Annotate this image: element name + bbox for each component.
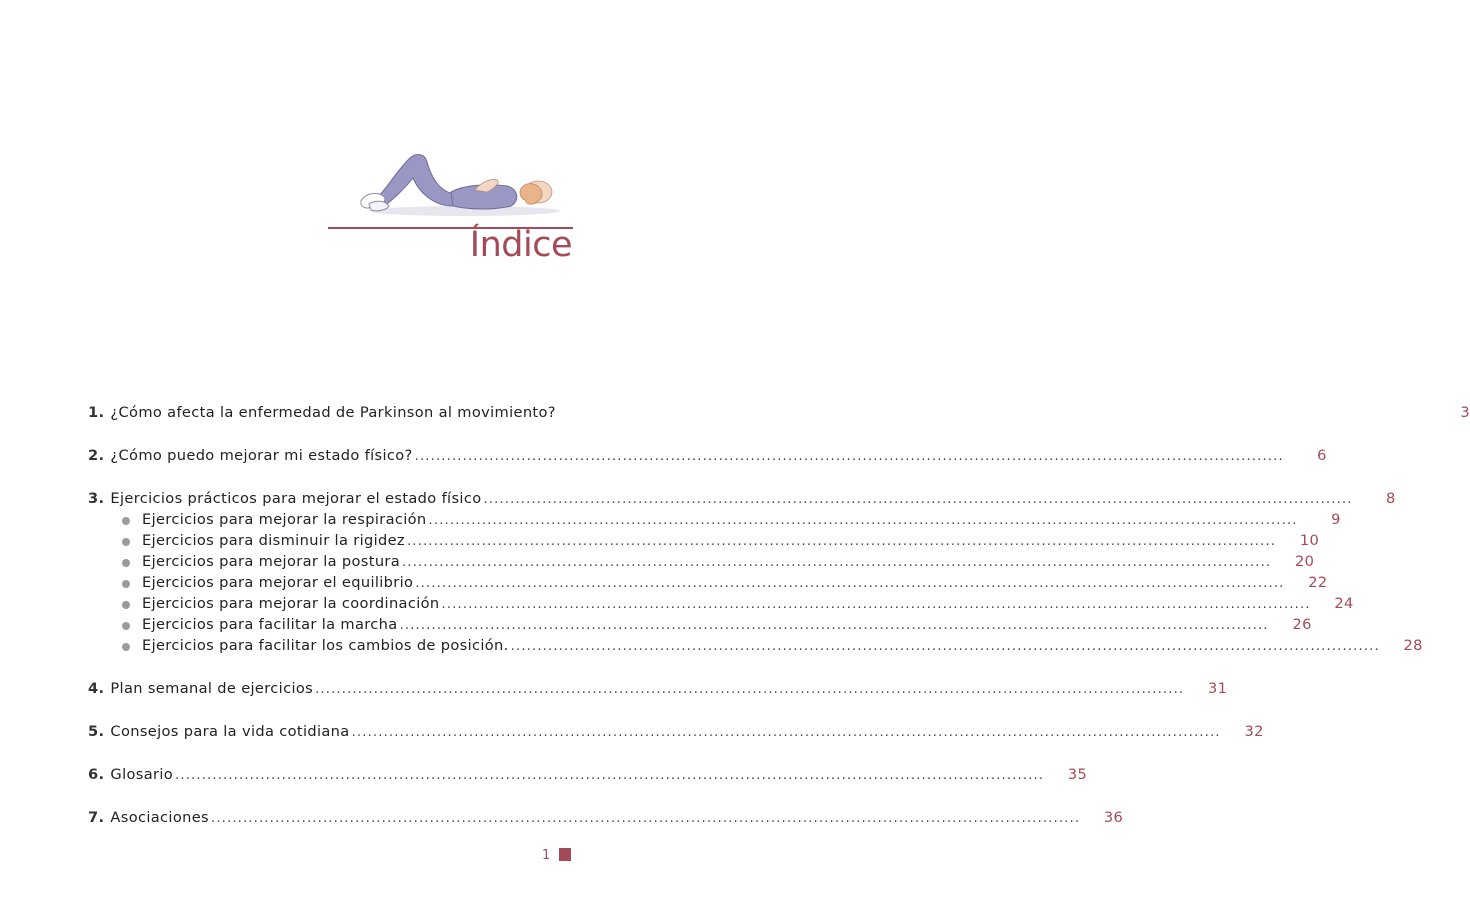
toc-subentry-page: 22 <box>1308 574 1328 591</box>
toc-subentry[interactable] <box>88 532 1320 551</box>
dot-leader <box>211 810 1080 828</box>
dot-leader <box>400 617 1269 635</box>
toc-subentry[interactable] <box>88 637 1423 656</box>
dot-leader <box>442 596 1311 614</box>
toc-subentry-title: Ejercicios para mejorar el equilibrio <box>142 574 414 591</box>
dot-leader <box>415 575 1284 593</box>
toc-entry-number: 1. <box>88 404 105 421</box>
toc-subentry-title: Ejercicios para facilitar los cambios de posición. <box>142 637 509 654</box>
toc-subentry-page: 9 <box>1331 511 1341 528</box>
bullet-icon <box>122 517 130 525</box>
toc-entry-title: ¿Cómo afecta la enfermedad de Parkinson al movimiento? <box>110 404 556 421</box>
toc-entry-page: 6 <box>1317 447 1327 464</box>
page-marker-square <box>559 848 571 861</box>
toc-subentry[interactable] <box>88 574 1328 593</box>
dot-leader <box>315 681 1184 699</box>
page-title: Índice <box>469 225 572 265</box>
toc-entry-page: 36 <box>1103 809 1124 826</box>
toc-entry[interactable] <box>88 723 1264 742</box>
toc-subentry-page: 24 <box>1334 595 1354 612</box>
toc-entry[interactable] <box>88 404 1470 423</box>
toc-entry-number: 3. <box>88 490 105 507</box>
dot-leader <box>402 554 1271 572</box>
toc-entry-title: Asociaciones <box>110 809 209 826</box>
toc-entry-page: 3 <box>1460 404 1470 421</box>
toc-entry[interactable] <box>88 766 1088 785</box>
toc-entry-page: 31 <box>1207 680 1228 697</box>
toc-subentry-title: Ejercicios para facilitar la marcha <box>142 616 398 633</box>
toc-entry-title: Ejercicios prácticos para mejorar el estado físico <box>110 490 482 507</box>
bullet-icon <box>122 601 130 609</box>
toc-subentry-page: 26 <box>1292 616 1312 633</box>
dot-leader <box>352 724 1221 742</box>
toc-entry-number: 4. <box>88 680 105 697</box>
toc-subentry-page: 20 <box>1294 553 1315 570</box>
dot-leader <box>511 638 1380 656</box>
toc-entry-number: 2. <box>88 447 105 464</box>
toc-entry-page: 35 <box>1067 766 1088 783</box>
dot-leader <box>429 512 1298 530</box>
toc-entry[interactable] <box>88 447 1327 466</box>
toc-entry-title: Consejos para la vida cotidiana <box>110 723 350 740</box>
toc-subentry-page: 10 <box>1299 532 1320 549</box>
toc-subentry[interactable] <box>88 511 1341 530</box>
table-of-contents <box>88 404 1470 828</box>
toc-subentry[interactable] <box>88 595 1354 614</box>
dot-leader <box>415 448 1284 466</box>
bullet-icon <box>122 538 130 546</box>
toc-entry-title: Glosario <box>110 766 174 783</box>
dot-leader <box>175 767 1044 785</box>
toc-subentry-page: 28 <box>1403 637 1423 654</box>
toc-entry-page: 32 <box>1244 723 1264 740</box>
person-lying-exercise-icon <box>355 148 570 220</box>
dot-leader <box>407 533 1276 551</box>
bullet-icon <box>122 580 130 588</box>
toc-subentry-title: Ejercicios para disminuir la rigidez <box>142 532 405 549</box>
toc-entry[interactable] <box>88 809 1124 828</box>
toc-subentry[interactable] <box>88 553 1315 572</box>
toc-entry[interactable] <box>88 680 1228 699</box>
toc-subentry-title: Ejercicios para mejorar la postura <box>142 553 401 570</box>
toc-subentry[interactable] <box>88 616 1312 635</box>
bullet-icon <box>122 622 130 630</box>
toc-subentry-title: Ejercicios para mejorar la respiración <box>142 511 427 528</box>
bullet-icon <box>122 643 130 651</box>
toc-entry-number: 6. <box>88 766 105 783</box>
toc-entry-title: Plan semanal de ejercicios <box>110 680 314 697</box>
toc-entry-number: 7. <box>88 809 105 826</box>
dot-leader <box>483 491 1352 509</box>
page-number: 1 <box>542 848 551 863</box>
toc-entry-page: 8 <box>1386 490 1396 507</box>
toc-entry-number: 5. <box>88 723 105 740</box>
toc-entry-title: ¿Cómo puedo mejorar mi estado físico? <box>110 447 413 464</box>
bullet-icon <box>122 559 130 567</box>
toc-subentry-title: Ejercicios para mejorar la coordinación <box>142 595 440 612</box>
toc-entry[interactable] <box>88 490 1396 509</box>
